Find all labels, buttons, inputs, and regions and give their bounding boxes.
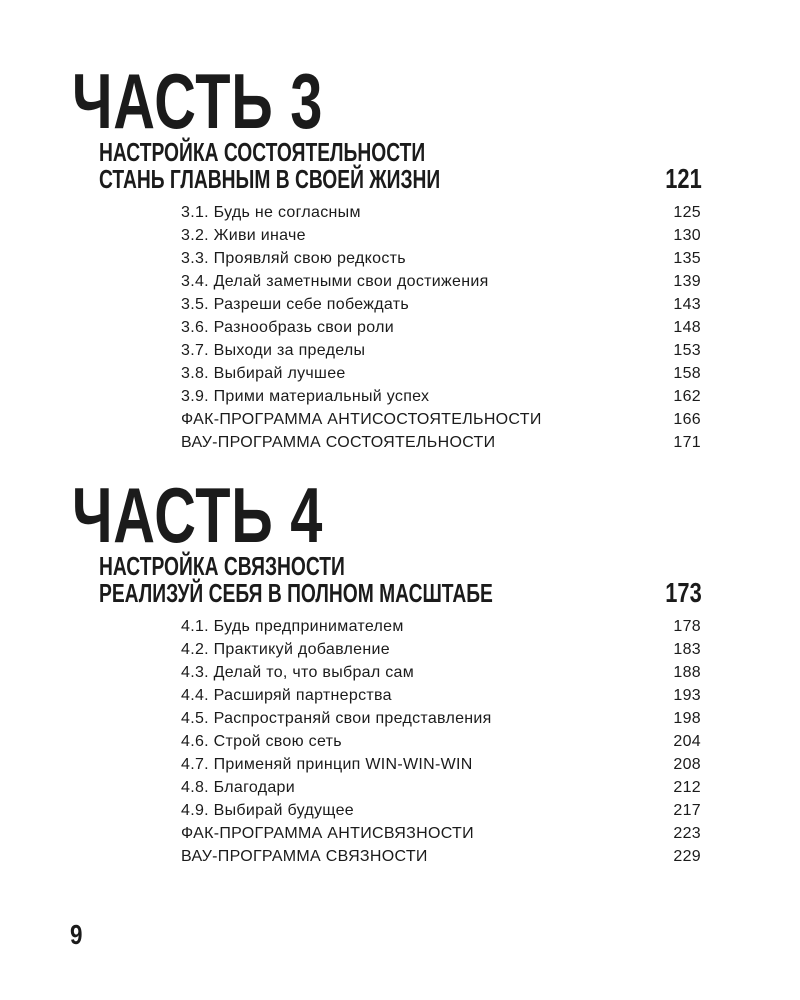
toc-item[interactable] bbox=[181, 247, 701, 270]
part-4-subtitle-line2: РЕАЛИЗУЙ СЕБЯ В ПОЛНОМ МАСШТАБЕ bbox=[99, 578, 493, 608]
toc-item[interactable] bbox=[181, 776, 701, 799]
toc-item[interactable] bbox=[181, 362, 701, 385]
toc-item-page: 166 bbox=[673, 411, 701, 428]
toc-item[interactable] bbox=[181, 707, 701, 730]
toc-item-label: 3.2. Живи иначе bbox=[181, 227, 306, 244]
toc-item-page: 153 bbox=[673, 342, 701, 359]
toc-item-label: 4.1. Будь предпринимателем bbox=[181, 618, 404, 635]
toc-item-page: 158 bbox=[673, 365, 701, 382]
toc-item-page: 130 bbox=[673, 227, 701, 244]
toc-item-label: 4.7. Применяй принцип WIN-WIN-WIN bbox=[181, 756, 473, 773]
toc-item-page: 198 bbox=[673, 710, 701, 727]
toc-item-label: 4.5. Распространяй свои представления bbox=[181, 710, 492, 727]
part-3-page: 121 bbox=[665, 163, 702, 194]
toc-item-page: 139 bbox=[673, 273, 701, 290]
toc-item[interactable] bbox=[181, 730, 701, 753]
toc-item-page: 178 bbox=[673, 618, 701, 635]
toc-item[interactable] bbox=[181, 408, 701, 431]
toc-item-label: 4.6. Строй свою сеть bbox=[181, 733, 342, 750]
toc-item[interactable] bbox=[181, 224, 701, 247]
toc-item[interactable] bbox=[181, 684, 701, 707]
toc-item[interactable] bbox=[181, 385, 701, 408]
toc-item[interactable] bbox=[181, 638, 701, 661]
toc-item-page: 188 bbox=[673, 664, 701, 681]
toc-item[interactable] bbox=[181, 661, 701, 684]
toc-item[interactable] bbox=[181, 753, 701, 776]
toc-item-page: 183 bbox=[673, 641, 701, 658]
toc-item-label: 4.4. Расширяй партнерства bbox=[181, 687, 392, 704]
toc-item[interactable] bbox=[181, 293, 701, 316]
part-3-toc bbox=[181, 201, 701, 454]
toc-item-page: 217 bbox=[673, 802, 701, 819]
toc-item-label: ФАК-ПРОГРАММА АНТИСОСТОЯТЕЛЬНОСТИ bbox=[181, 411, 542, 428]
toc-item-label: 4.2. Практикуй добавление bbox=[181, 641, 390, 658]
toc-item-page: 208 bbox=[673, 756, 701, 773]
part-3-title: ЧАСТЬ 3 bbox=[72, 57, 324, 145]
toc-item-label: 3.9. Прими материальный успех bbox=[181, 388, 430, 405]
toc-item-page: 171 bbox=[673, 434, 701, 451]
part-4-subtitle-line1: НАСТРОЙКА СВЯЗНОСТИ bbox=[99, 551, 345, 581]
toc-item-label: 3.3. Проявляй свою редкость bbox=[181, 250, 406, 267]
toc-item-label: 3.1. Будь не согласным bbox=[181, 204, 361, 221]
toc-item[interactable] bbox=[181, 431, 701, 454]
part-4-page: 173 bbox=[665, 577, 702, 608]
toc-item-page: 143 bbox=[673, 296, 701, 313]
toc-item-page: 193 bbox=[673, 687, 701, 704]
toc-item-page: 135 bbox=[673, 250, 701, 267]
part-4-toc bbox=[181, 615, 701, 868]
toc-item-label: 3.4. Делай заметными свои достижения bbox=[181, 273, 489, 290]
toc-item-label: 3.6. Разнообразь свои роли bbox=[181, 319, 394, 336]
toc-item-page: 148 bbox=[673, 319, 701, 336]
toc-item[interactable] bbox=[181, 615, 701, 638]
toc-item-label: 4.9. Выбирай будущее bbox=[181, 802, 354, 819]
toc-item-label: ВАУ-ПРОГРАММА СОСТОЯТЕЛЬНОСТИ bbox=[181, 434, 496, 451]
part-3-subtitle-line2: СТАНЬ ГЛАВНЫМ В СВОЕЙ ЖИЗНИ bbox=[99, 164, 441, 194]
toc-item[interactable] bbox=[181, 270, 701, 293]
toc-item-label: ФАК-ПРОГРАММА АНТИСВЯЗНОСТИ bbox=[181, 825, 474, 842]
toc-item[interactable] bbox=[181, 845, 701, 868]
toc-item-page: 212 bbox=[673, 779, 701, 796]
page-number: 9 bbox=[70, 919, 83, 950]
toc-item[interactable] bbox=[181, 201, 701, 224]
toc-item-page: 204 bbox=[673, 733, 701, 750]
toc-item[interactable] bbox=[181, 316, 701, 339]
toc-item-page: 223 bbox=[673, 825, 701, 842]
toc-item-label: ВАУ-ПРОГРАММА СВЯЗНОСТИ bbox=[181, 848, 428, 865]
toc-item[interactable] bbox=[181, 339, 701, 362]
toc-item-page: 125 bbox=[673, 204, 701, 221]
toc-item[interactable] bbox=[181, 799, 701, 822]
toc-item-page: 162 bbox=[673, 388, 701, 405]
toc-item-label: 3.5. Разреши себе побеждать bbox=[181, 296, 410, 313]
part-3-subtitle-line1: НАСТРОЙКА СОСТОЯТЕЛЬНОСТИ bbox=[99, 137, 426, 167]
part-4-title: ЧАСТЬ 4 bbox=[72, 471, 324, 559]
toc-item-label: 4.8. Благодари bbox=[181, 779, 295, 796]
toc-item-label: 4.3. Делай то, что выбрал сам bbox=[181, 664, 415, 681]
toc-item-label: 3.7. Выходи за пределы bbox=[181, 342, 366, 359]
toc-item-page: 229 bbox=[673, 848, 701, 865]
toc-item[interactable] bbox=[181, 822, 701, 845]
toc-item-label: 3.8. Выбирай лучшее bbox=[181, 365, 346, 382]
